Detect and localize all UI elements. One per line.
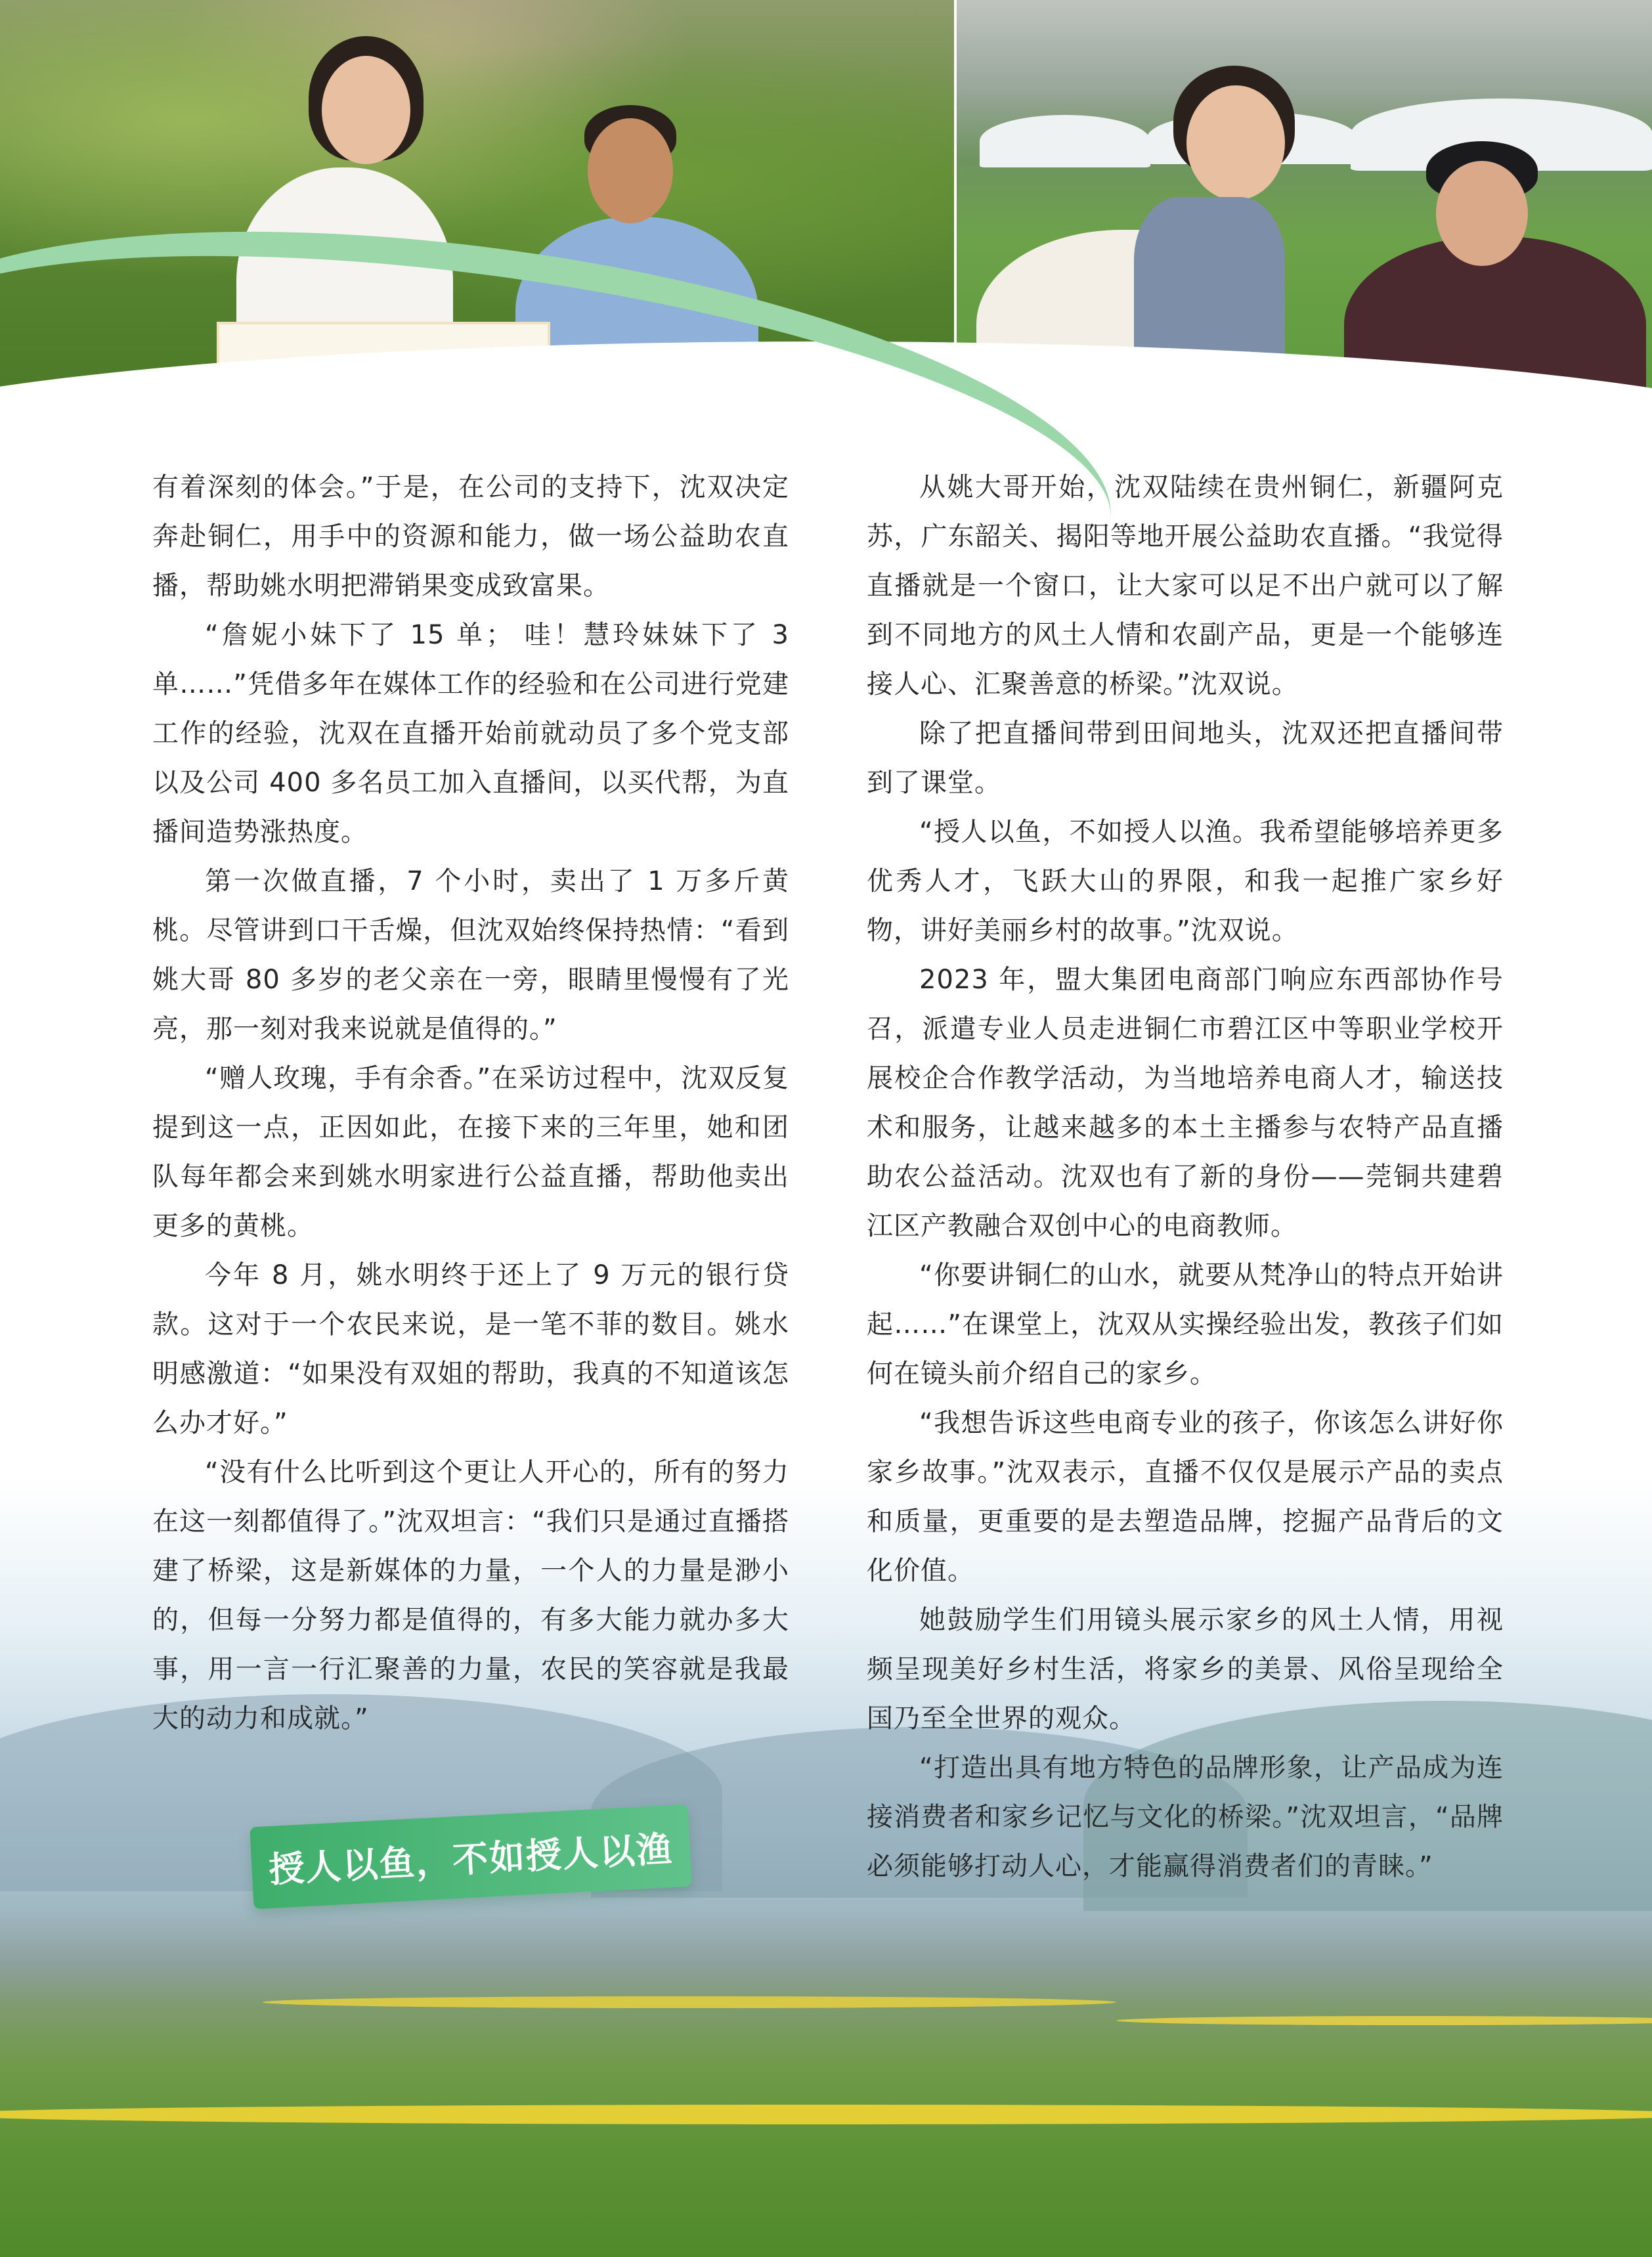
paragraph: 第一次做直播，7 个小时，卖出了 1 万多斤黄桃。尽管讲到口干舌燥，但沈双始终保持热情：“看到姚大哥 80 多岁的老父亲在一旁，眼睛里慢慢有了光亮，那一刻对我来说就是值得的。” <box>152 866 789 1044</box>
paragraph: “赠人玫瑰，手有余香。”在采访过程中，沈双反复提到这一点，正因如此，在接下来的三年里，她和团队每年都会来到姚水明家进行公益直播，帮助他卖出更多的黄桃。 <box>152 1063 789 1241</box>
article-right-column <box>867 463 1504 1891</box>
paragraph: “我想告诉这些电商专业的孩子，你该怎么讲好你家乡故事。”沈双表示，直播不仅仅是展示产品的卖点和质量，更重要的是去塑造品牌，挖掘产品背后的文化价值。 <box>867 1408 1504 1586</box>
paragraph: “打造出具有地方特色的品牌形象，让产品成为连接消费者和家乡记忆与文化的桥梁。”沈双坦言，“品牌必须能够打动人心，才能赢得消费者们的青睐。” <box>867 1753 1504 1881</box>
section-heading-text: 授人以鱼，不如授人以渔 <box>267 1827 674 1891</box>
paragraph: 从姚大哥开始，沈双陆续在贵州铜仁，新疆阿克苏，广东韶关、揭阳等地开展公益助农直播。“我觉得直播就是一个窗口，让大家可以足不出户就可以了解到不同地方的风土人情和农副产品，更是一个能够连接人心、汇聚善意的桥梁。”沈双说。 <box>867 472 1504 699</box>
paragraph: 有着深刻的体会。”于是，在公司的支持下，沈双决定奔赴铜仁，用手中的资源和能力，做一场公益助农直播，帮助姚水明把滞销果变成致富果。 <box>152 472 789 601</box>
paragraph: 除了把直播间带到田间地头，沈双还把直播间带到了课堂。 <box>867 718 1504 798</box>
paragraph: 今年 8 月，姚水明终于还上了 9 万元的银行贷款。这对于一个农民来说，是一笔不菲的数目。姚水明感激道：“如果没有双姐的帮助，我真的不知道该怎么办才好。” <box>152 1260 789 1438</box>
paragraph: “授人以鱼，不如授人以渔。我希望能够培养更多优秀人才，飞跃大山的界限，和我一起推广家乡好物，讲好美丽乡村的故事。”沈双说。 <box>867 817 1504 946</box>
paragraph: 她鼓励学生们用镜头展示家乡的风土人情，用视频呈现美好乡村生活，将家乡的美景、风俗呈现给全国乃至全世界的观众。 <box>867 1605 1504 1734</box>
paragraph: “你要讲铜仁的山水，就要从梵净山的特点开始讲起……”在课堂上，沈双从实操经验出发，教孩子们如何在镜头前介绍自己的家乡。 <box>867 1260 1504 1389</box>
photo-mushroom-farm <box>957 0 1652 397</box>
article-left-column <box>152 463 789 1743</box>
paragraph: “詹妮小妹下了 15 单； 哇！慧玲妹妹下了 3 单……”凭借多年在媒体工作的经验和在公司进行党建工作的经验，沈双在直播开始前就动员了多个党支部以及公司 400 多名员工加入直播间，以买代帮，为直播间造势涨热度。 <box>152 620 789 847</box>
paragraph: “没有什么比听到这个更让人开心的，所有的努力在这一刻都值得了。”沈双坦言：“我们只是通过直播搭建了桥梁，这是新媒体的力量，一个人的力量是渺小的，但每一分努力都是值得的，有多大能力就办多大事，用一言一行汇聚善的力量，农民的笑容就是我最大的动力和成就。” <box>152 1457 789 1734</box>
paragraph: 2023 年，盟大集团电商部门响应东西部协作号召，派遣专业人员走进铜仁市碧江区中等职业学校开展校企合作教学活动，为当地培养电商人才，输送技术和服务，让越来越多的本土主播参与农特产品直播助农公益活动。沈双也有了新的身份——莞铜共建碧江区产教融合双创中心的电商教师。 <box>867 965 1504 1241</box>
